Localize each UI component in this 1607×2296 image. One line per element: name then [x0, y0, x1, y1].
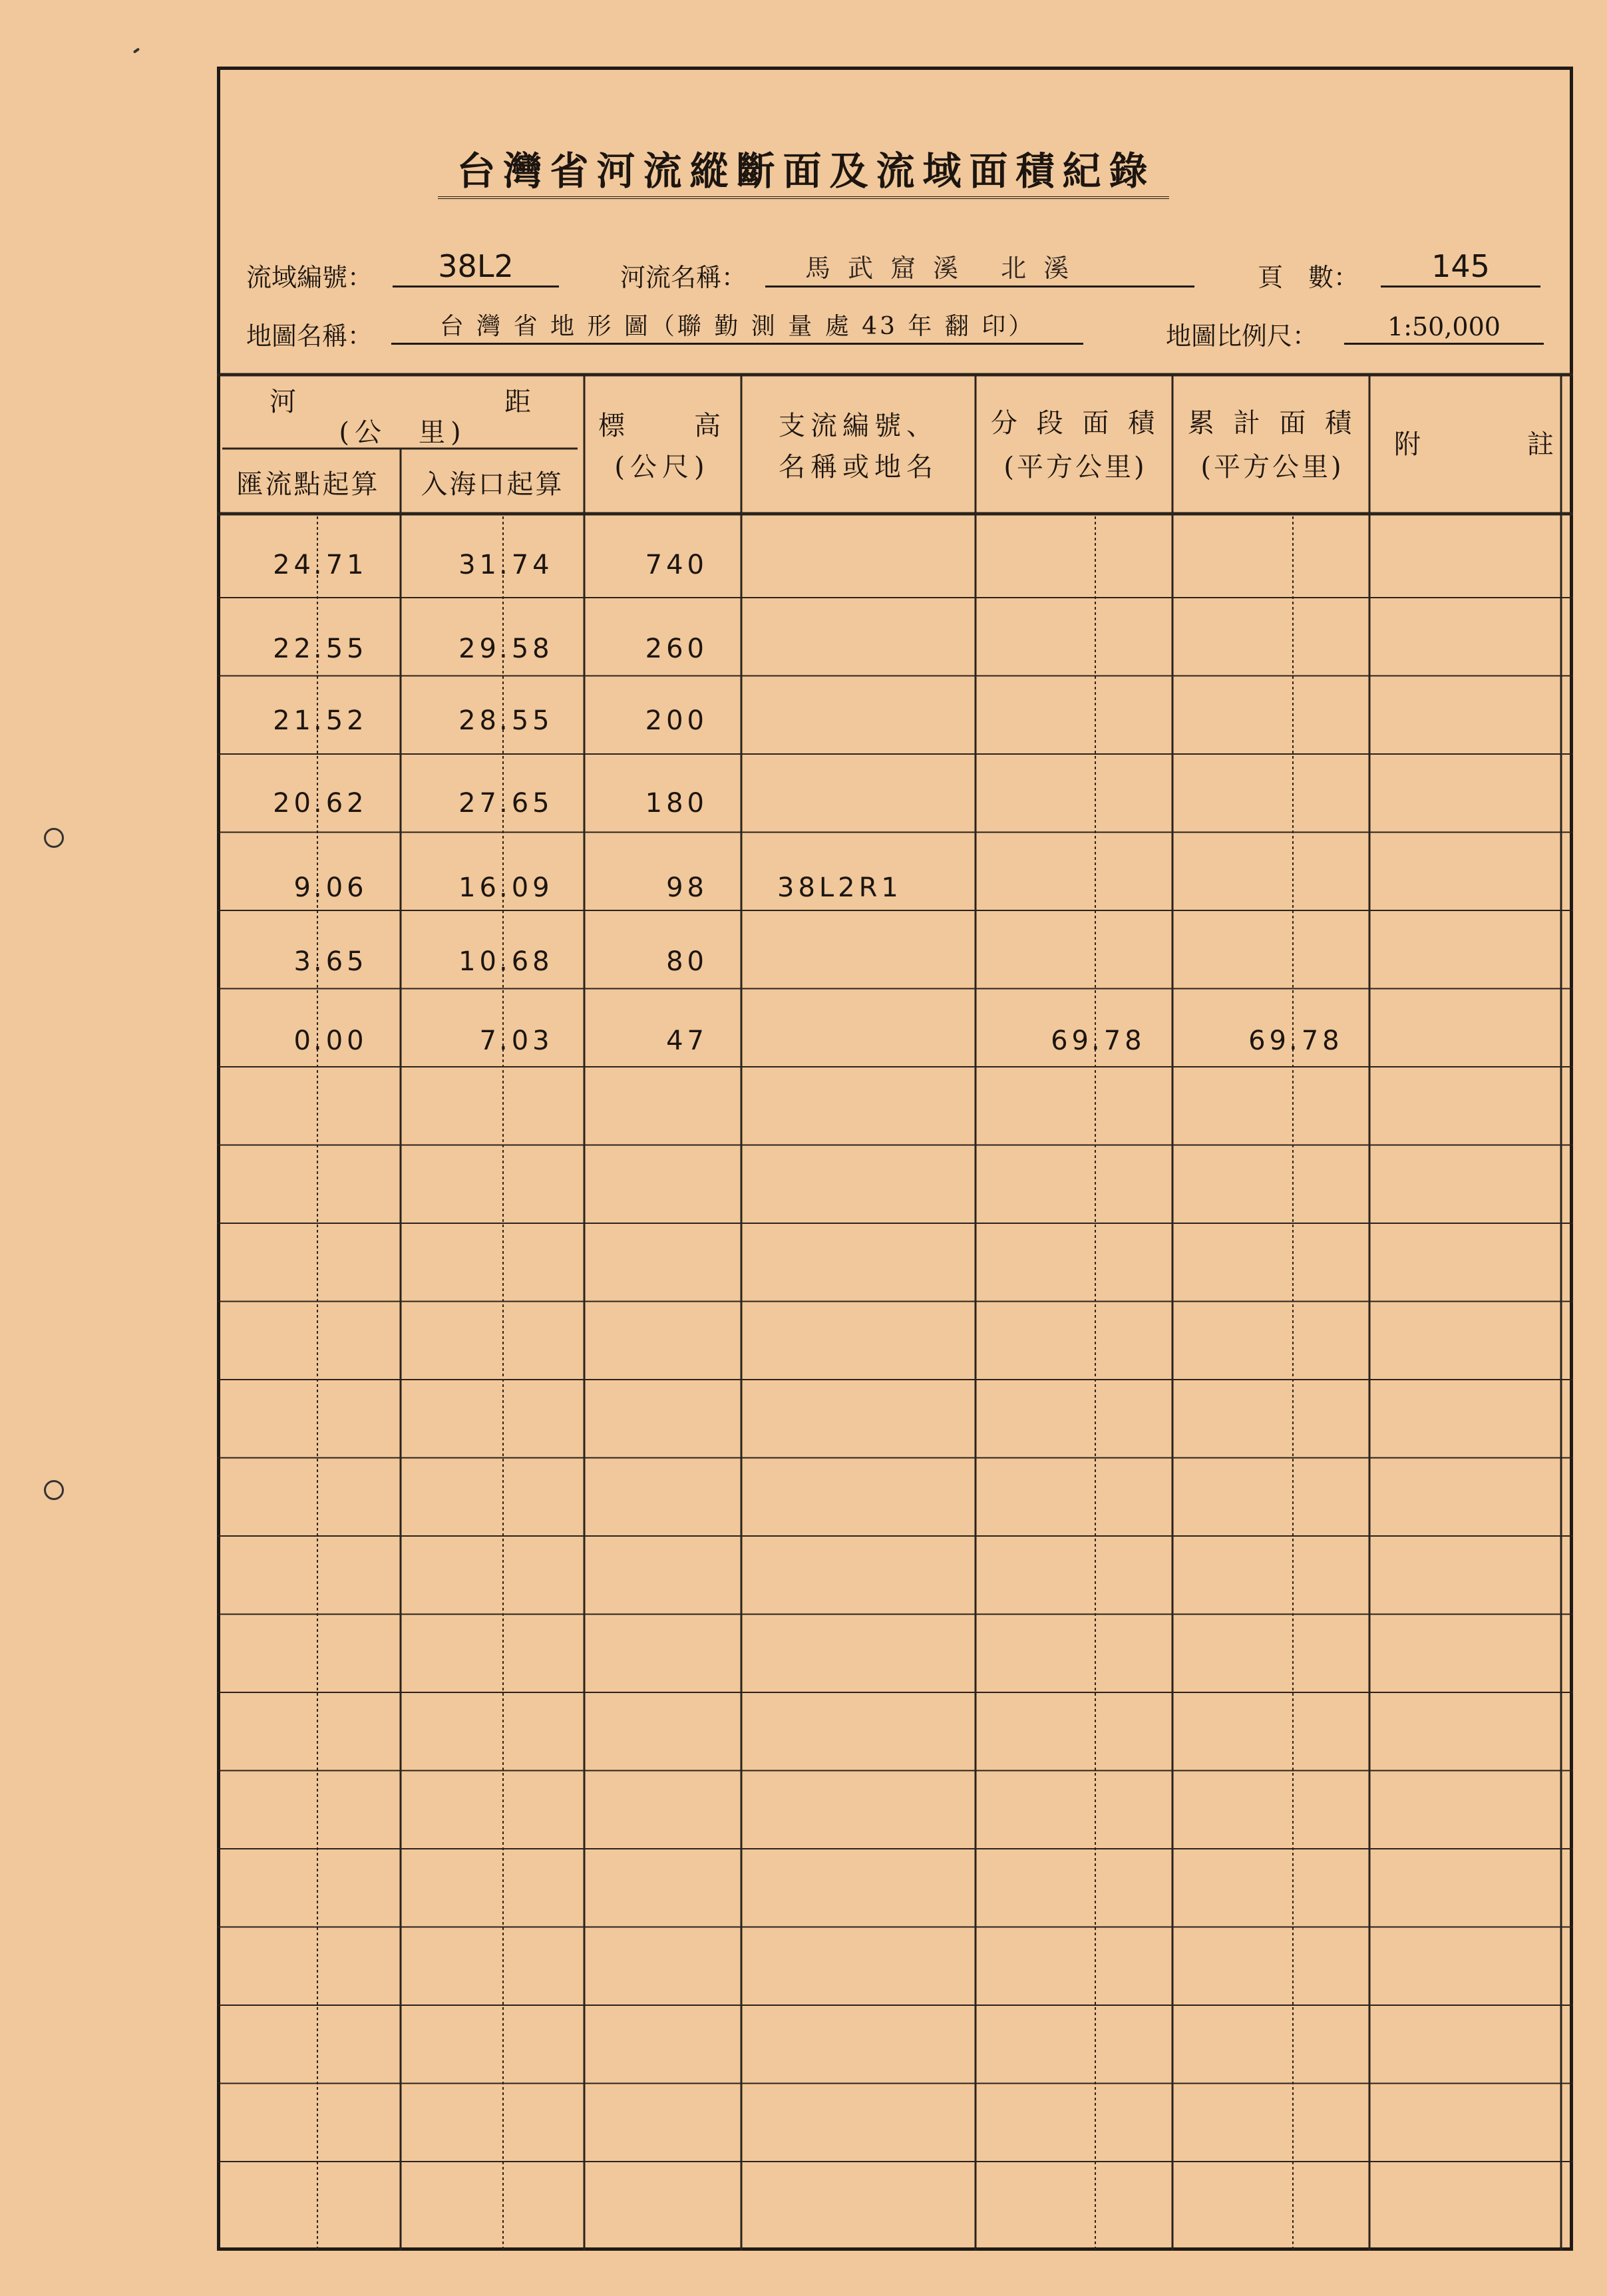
table-grid [217, 67, 1573, 2251]
form-title: 台灣省河流縱斷面及流域面積紀錄 [0, 140, 1607, 196]
binder-hole-top [44, 828, 64, 848]
row-2-elevation: 200 [645, 705, 708, 736]
header-cumulative-area-unit: (平方公里) [1200, 452, 1344, 482]
row-5-elevation: 80 [666, 946, 708, 977]
map-name-label: 地圖名稱： [246, 321, 373, 351]
page-field [1258, 257, 1359, 293]
map-name-value: 台 灣 省 地 形 圖（聯 勤 測 量 處 43 年 翻 印） [391, 307, 1083, 345]
river-name-value: 馬武窟溪 北溪 [765, 248, 1194, 287]
row-1-elevation: 260 [645, 634, 708, 664]
map-name-field [246, 315, 373, 352]
row-6-elevation: 47 [666, 1026, 708, 1056]
header-tributary-line1: 支流編號、 [779, 411, 938, 441]
river-name-value-wrap [765, 253, 1194, 287]
header-river-distance-unit: (公 里) [339, 417, 466, 448]
header-segment-area: 分 段 面 積 [990, 408, 1161, 439]
header-elevation: 標 高 [598, 411, 726, 441]
basin-no-label: 流域編號： [246, 263, 373, 292]
header-cumulative-area: 累 計 面 積 [1187, 408, 1357, 439]
row-0-elevation: 740 [645, 550, 708, 580]
row-4-elevation: 98 [666, 872, 708, 903]
header-river-distance-b: 距 [504, 387, 536, 417]
header-from-confluence: 匯流點起算 [236, 469, 380, 500]
river-name-label: 河流名稱： [620, 263, 747, 292]
header-segment-area-unit: (平方公里) [1003, 452, 1147, 482]
header-tributary-line2: 名稱或地名 [779, 452, 938, 482]
river-name-field [620, 257, 747, 293]
scale-value: 1:50,000 [1344, 312, 1544, 345]
row-4-tributary: 38L2R1 [777, 872, 902, 903]
page-label: 頁 數： [1258, 263, 1359, 292]
basin-no-value: 38L2 [393, 248, 559, 287]
pen-mark [133, 47, 140, 53]
map-name-value-wrap [391, 310, 1083, 345]
header-from-mouth: 入海口起算 [421, 469, 564, 500]
row-3-elevation: 180 [645, 788, 708, 819]
scale-label: 地圖比例尺： [1166, 321, 1318, 351]
header-river-distance-a: 河 [269, 387, 301, 417]
header-elevation-unit: (公尺) [614, 452, 710, 482]
basin-no-value-wrap [393, 248, 559, 287]
header-remarks: 附 註 [1394, 429, 1554, 460]
page-value: 145 [1381, 248, 1540, 287]
page-value-wrap [1381, 248, 1540, 287]
scale-field [1166, 315, 1318, 352]
scale-value-wrap [1344, 310, 1544, 345]
basin-no-field [246, 257, 373, 293]
binder-hole-bottom [44, 1480, 64, 1500]
